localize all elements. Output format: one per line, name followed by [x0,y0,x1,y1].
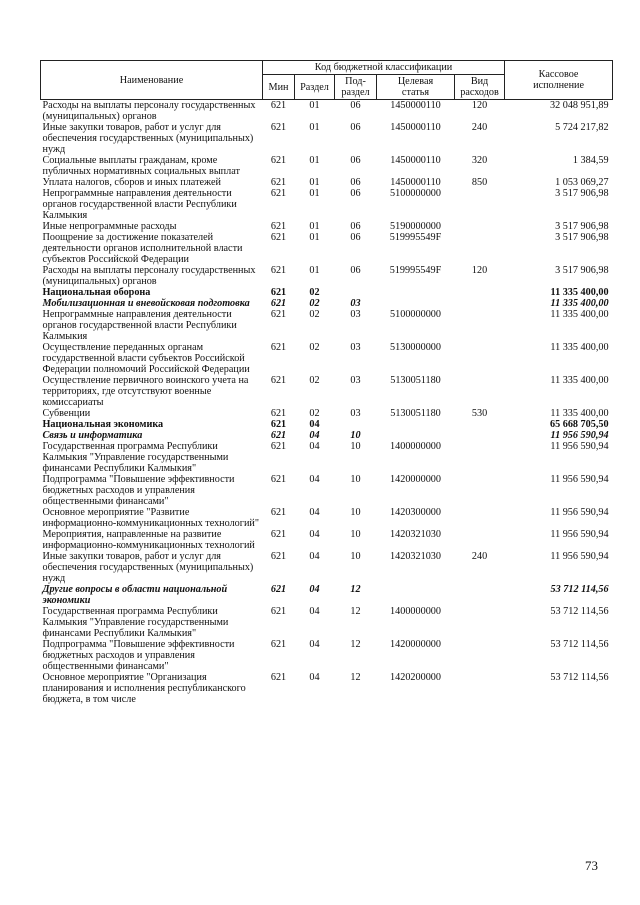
cell-podrazdel: 10 [350,507,361,518]
table-row [41,430,613,441]
cell-vid [455,375,505,408]
cell-razdel: 02 [309,287,320,298]
cell-name: Иные закупки товаров, работ и услуг для обеспечения государственных (муниципальных) нужд [42,122,254,155]
cell-podrazdel: 06 [350,221,361,232]
cell-amount: 11 335 400,00 [550,309,609,320]
header-kassa-line1: Кассовое [538,69,579,80]
cell-amount: 11 335 400,00 [550,287,609,298]
header-podrazdel [335,75,377,100]
table-row [41,584,613,606]
cell-podrazdel: 03 [350,298,361,309]
cell-min: 621 [270,639,287,650]
header-vid-line2: расходов [460,87,499,98]
cell-min: 621 [270,441,287,452]
cell-min: 621 [270,221,287,232]
cell-min: 621 [270,122,287,133]
cell-min: 621 [270,375,287,386]
cell-cel: 5190000000 [390,221,441,232]
header-vid-line1: Вид [470,76,489,87]
cell-amount: 11 335 400,00 [550,408,609,419]
table-row [41,342,613,375]
cell-name: Связь и информатика [42,430,143,441]
cell-amount: 53 712 114,56 [550,584,609,595]
cell-razdel: 02 [309,298,320,309]
header-name: Наименование [41,61,263,100]
cell-vid: 240 [471,551,488,562]
cell-razdel: 01 [309,155,320,166]
cell-cel: 1420000000 [390,639,441,650]
cell-min: 621 [270,188,287,199]
table-row [41,529,613,551]
table-row [41,298,613,309]
cell-amount: 11 956 590,94 [550,529,609,540]
cell-cel: 1450000110 [390,100,441,111]
table-row [41,672,613,705]
cell-podrazdel: 06 [350,232,361,243]
cell-razdel: 04 [309,507,320,518]
budget-table [40,60,613,705]
cell-cel: 5130000000 [390,342,441,353]
cell-amount: 3 517 906,98 [555,188,609,199]
cell-vid [455,672,505,705]
table-header [41,61,613,100]
cell-vid: 530 [471,408,488,419]
cell-amount: 11 335 400,00 [550,342,609,353]
cell-cel: 1400000000 [390,441,441,452]
cell-name: Основное мероприятие "Организация планирования и исполнения республиканского бюджета, в том числе [42,672,246,705]
cell-vid [455,529,505,551]
cell-name: Иные непрограммные расходы [42,221,177,232]
cell-name: Осуществление переданных органам государственной власти субъектов Российской Федерации полномочий Российской Федерации [42,342,250,375]
cell-name: Государственная программа Республики Калмыкия "Управление государственными финансами Республики Калмыкия" [42,441,229,474]
cell-razdel: 04 [309,430,320,441]
cell-vid [455,232,505,265]
cell-cel: 1420321030 [390,551,441,562]
cell-amount: 3 517 906,98 [555,232,609,243]
cell-name: Другие вопросы в области национальной экономики [42,584,228,606]
cell-podrazdel: 10 [350,529,361,540]
cell-vid: 320 [471,155,488,166]
table-row [41,287,613,298]
cell-razdel: 02 [309,309,320,320]
budget-document [40,60,612,705]
cell-amount: 11 956 590,94 [550,507,609,518]
cell-name: Мероприятия, направленные на развитие информационно-коммуникационных технологий [42,529,255,551]
cell-vid [455,584,505,606]
cell-name: Расходы на выплаты персоналу государственных (муниципальных) органов [42,100,256,122]
cell-min: 621 [270,551,287,562]
cell-min: 621 [270,309,287,320]
table-row [41,100,613,123]
cell-cel: 5130051180 [390,408,441,419]
cell-podrazdel [335,287,377,298]
cell-vid [455,287,505,298]
cell-podrazdel [335,419,377,430]
cell-razdel: 04 [309,672,320,683]
header-budget-code: Код бюджетной классификации [263,61,505,75]
cell-razdel: 04 [309,551,320,562]
cell-name: Непрограммные направления деятельности органов государственной власти Республики Калмыкия [42,309,237,342]
cell-amount: 1 384,59 [572,155,609,166]
cell-podrazdel: 03 [350,408,361,419]
cell-min: 621 [270,507,287,518]
cell-podrazdel: 03 [350,342,361,353]
cell-cel: 1450000110 [390,155,441,166]
header-podrazdel-line2: раздел [341,87,370,98]
cell-name: Поощрение за достижение показателей деятельности органов исполнительной власти субъектов Российской Федерации [42,232,243,265]
cell-min: 621 [270,529,287,540]
cell-min: 621 [270,265,287,276]
header-cel-line2: статья [401,87,430,98]
cell-min: 621 [270,287,287,298]
cell-cel [377,287,455,298]
cell-amount: 53 712 114,56 [550,606,609,617]
cell-cel: 1400000000 [390,606,441,617]
cell-min: 621 [270,232,287,243]
cell-podrazdel: 06 [350,265,361,276]
cell-vid [455,298,505,309]
cell-min: 621 [270,177,287,188]
cell-min: 621 [270,408,287,419]
cell-name: Основное мероприятие "Развитие информационно-коммуникационных технологий" [42,507,260,529]
cell-min: 621 [270,672,287,683]
cell-cel: 1420000000 [390,474,441,485]
cell-min: 621 [270,430,287,441]
header-vid [455,75,505,100]
cell-podrazdel: 06 [350,100,361,111]
cell-razdel: 04 [309,529,320,540]
cell-razdel: 01 [309,232,320,243]
header-min: Мин [263,75,295,100]
page-number: 73 [585,858,598,873]
cell-cel [377,584,455,606]
cell-name: Подпрограмма "Повышение эффективности бюджетных расходов и управления общественными финансами" [42,639,235,672]
cell-vid [455,419,505,430]
cell-vid [455,188,505,221]
table-row [41,177,613,188]
cell-podrazdel: 06 [350,122,361,133]
table-row [41,408,613,419]
cell-amount: 65 668 705,50 [549,419,609,430]
cell-min: 621 [270,155,287,166]
cell-vid [455,221,505,232]
table-row [41,265,613,287]
header-kassa [505,61,613,100]
cell-podrazdel: 10 [350,551,361,562]
table-row [41,551,613,584]
cell-cel: 5100000000 [390,309,441,320]
cell-podrazdel: 12 [350,606,361,617]
cell-razdel: 02 [309,408,320,419]
table-row [41,375,613,408]
cell-cel: 1450000110 [390,177,441,188]
cell-amount: 3 517 906,98 [555,265,609,276]
cell-min: 621 [270,100,287,111]
header-podrazdel-line1: Под- [345,76,366,87]
header-cel [377,75,455,100]
cell-razdel: 01 [309,221,320,232]
cell-cel: 519995549F [389,265,442,276]
cell-cel: 5130051180 [390,375,441,386]
cell-podrazdel: 10 [350,441,361,452]
cell-podrazdel: 12 [350,584,361,595]
cell-razdel: 04 [309,441,320,452]
cell-min: 621 [270,474,287,485]
cell-name: Мобилизационная и вневойсковая подготовка [42,298,250,309]
cell-cel: 519995549F [389,232,442,243]
cell-razdel: 04 [309,419,320,430]
table-row [41,122,613,155]
cell-min: 621 [270,419,287,430]
cell-amount: 11 956 590,94 [550,551,609,562]
cell-amount: 11 956 590,94 [550,474,609,485]
table-row [41,639,613,672]
cell-cel: 1450000110 [390,122,441,133]
cell-cel [377,419,455,430]
cell-cel [377,298,455,309]
header-cel-line1: Целевая [397,76,434,87]
cell-podrazdel: 03 [350,309,361,320]
cell-amount: 11 956 590,94 [550,441,609,452]
cell-name: Социальные выплаты гражданам, кроме публичных нормативных социальных выплат [42,155,240,177]
cell-amount: 3 517 906,98 [555,221,609,232]
cell-razdel: 04 [309,474,320,485]
cell-vid [455,342,505,375]
table-row [41,507,613,529]
cell-vid: 120 [471,265,488,276]
cell-amount: 53 712 114,56 [550,639,609,650]
cell-razdel: 04 [309,606,320,617]
cell-name: Уплата налогов, сборов и иных платежей [42,177,221,188]
cell-amount: 1 053 069,27 [555,177,609,188]
table-row [41,188,613,221]
table-row [41,419,613,430]
cell-podrazdel: 12 [350,639,361,650]
table-row [41,474,613,507]
cell-name: Национальная экономика [42,419,164,430]
table-row [41,441,613,474]
cell-vid [455,474,505,507]
cell-razdel: 02 [309,342,320,353]
cell-amount: 11 335 400,00 [550,298,609,309]
cell-razdel: 04 [309,584,320,595]
table-body [41,100,613,706]
cell-vid [455,639,505,672]
cell-cel: 1420200000 [390,672,441,683]
cell-razdel: 02 [309,375,320,386]
cell-vid [455,507,505,529]
cell-podrazdel: 06 [350,188,361,199]
cell-podrazdel: 06 [350,177,361,188]
cell-vid: 120 [471,100,488,111]
cell-podrazdel: 10 [350,474,361,485]
cell-vid [455,441,505,474]
cell-name: Государственная программа Республики Калмыкия "Управление государственными финансами Республики Калмыкия" [42,606,229,639]
cell-podrazdel: 12 [350,672,361,683]
cell-min: 621 [270,584,287,595]
table-row [41,232,613,265]
cell-razdel: 01 [309,177,320,188]
cell-name: Непрограммные направления деятельности органов государственной власти Республики Калмыкия [42,188,237,221]
cell-name: Иные закупки товаров, работ и услуг для обеспечения государственных (муниципальных) нужд [42,551,254,584]
cell-name: Подпрограмма "Повышение эффективности бюджетных расходов и управления общественными финансами" [42,474,235,507]
cell-razdel: 01 [309,188,320,199]
cell-name: Субвенции [42,408,91,419]
cell-min: 621 [270,298,287,309]
header-kassa-line2: исполнение [533,80,584,91]
cell-min: 621 [270,606,287,617]
cell-cel: 5100000000 [390,188,441,199]
cell-amount: 11 956 590,94 [550,430,609,441]
cell-razdel: 01 [309,122,320,133]
cell-razdel: 01 [309,265,320,276]
table-row [41,606,613,639]
cell-vid: 850 [471,177,488,188]
cell-razdel: 04 [309,639,320,650]
cell-amount: 5 724 217,82 [555,122,609,133]
cell-razdel: 01 [309,100,320,111]
cell-amount: 11 335 400,00 [550,375,609,386]
header-razdel: Раздел [295,75,335,100]
cell-cel: 1420321030 [390,529,441,540]
cell-podrazdel: 03 [350,375,361,386]
cell-podrazdel: 06 [350,155,361,166]
cell-name: Осуществление первичного воинского учета на территориях, где отсутствуют военные комиссариаты [42,375,249,408]
cell-amount: 32 048 951,89 [549,100,609,111]
cell-vid: 240 [471,122,488,133]
cell-vid [455,606,505,639]
cell-podrazdel: 10 [350,430,361,441]
table-row [41,309,613,342]
cell-vid [455,309,505,342]
cell-name: Национальная оборона [42,287,151,298]
table-row [41,155,613,177]
cell-vid [455,430,505,441]
cell-cel: 1420300000 [390,507,441,518]
table-row [41,221,613,232]
cell-min: 621 [270,342,287,353]
cell-cel [377,430,455,441]
cell-amount: 53 712 114,56 [550,672,609,683]
cell-name: Расходы на выплаты персоналу государственных (муниципальных) органов [42,265,256,287]
